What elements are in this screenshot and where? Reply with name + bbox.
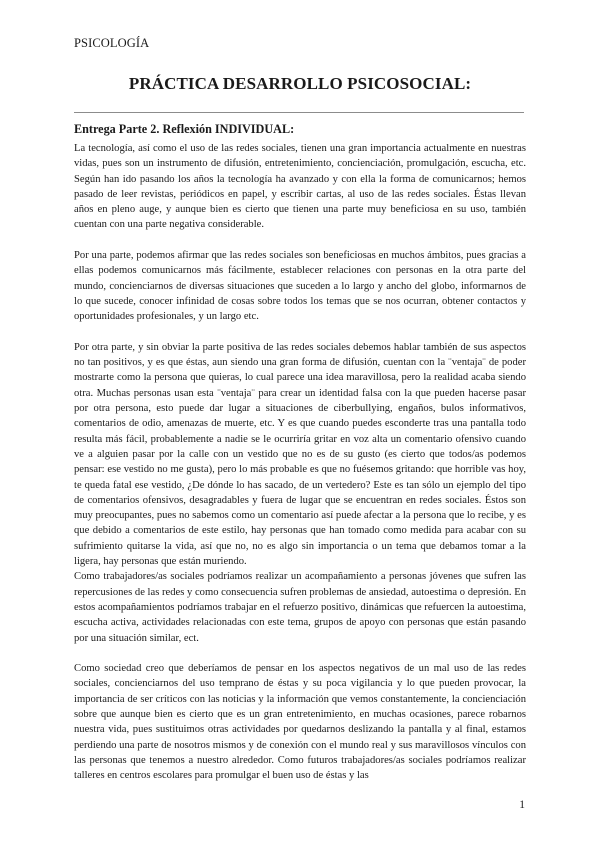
page-number: 1: [519, 799, 525, 811]
running-header: PSICOLOGÍA: [74, 36, 150, 50]
document-body: [74, 141, 526, 783]
paragraph-intro: La tecnología, así como el uso de las redes sociales, tienen una gran importancia actualmente en nuestras vidas, pues son un instrumento de difusión, entretenimiento, concienciación, promulgación, escucha, etc. Según han ido pasando los años la tecnología ha avanzado y con ella la forma de comunicarnos; hemos pasado de leer revistas, periódicos en papel, y escribir cartas, al uso de las redes sociales. Éstas llevan años en pleno auge, y aunque bien es cierto que tienen una parte muy beneficiosa en su uso, también cuentan con una parte negativa considerable.: [74, 143, 526, 231]
paragraph-negatives: Por otra parte, y sin obviar la parte positiva de las redes sociales debemos hablar también de sus aspectos no tan positivos, y es que éstas, aun siendo una gran forma de difusión, cuentan con la ¨ventaja¨ de poder mostrarte como la persona que quieras, lo cual parece una idea maravillosa, pero la realidad acaba siendo otra. Muchas personas usan esta ¨ventaja¨ para crear un identidad falsa con la que pueden hacerse pasar por otra persona, esto puede dar lugar a situaciones de ciberbullying, engaños, bulos informativos, comentarios de odio, amenazas de muerte, etc. Y es que cuando puedes esconderte tras una pantalla todo resulta más fácil, probablemente a nadie se le ocurriría gritar en voz alta un comentario ofensivo cuando ve a alguien pasar por la calle con un vestido que no es de su gusto (es cierto que todos/as podemos pensar: ese vestido no me gusta), pero lo más probable es que no fuésemos gritando: que horrible vas hoy, te queda fatal ese vestido, ¿De dónde lo has sacado, de un vertedero? Este es tan sólo un ejemplo del tipo de comentarios ofensivos, desagradables y fuera de lugar que se encuentran en redes sociales. Éstos son muy preocupantes, pues no sabemos como un comentario así puede afectar a la persona que lo recibe, y es que debido a comentarios de este estilo, hay personas que han tomado como medida para acabar con su sufrimiento quitarse la vida, así que no, no es algo sin importancia o un tema que debamos tomar a la ligera, hay personas que están muriendo.: [74, 341, 526, 568]
section-heading: Entrega Parte 2. Reflexión INDIVIDUAL:: [74, 122, 295, 136]
paragraph-society: Como sociedad creo que deberíamos de pensar en los aspectos negativos de un mal uso de las redes sociales, concienciarnos del uso temprano de éstas y su poca vigilancia y lo que pueden provocar, la importancia de ser críticos con las noticias y la información que vemos constantemente, la concienciación sobre que aunque bien es cierto que es un gran entretenimiento, en muchas ocasiones, parece robarnos nuestra vida, pues sustituimos otras actividades por quedarnos deslizando la pantalla y al final, estamos perdiendo una parte de nosotros mismos y de conexión con el mundo real y sus maravillosos vínculos con las personas que tenemos a nuestro alrededor. Como futuros trabajadores/as sociales podríamos realizar talleres en centros escolares para promulgar el buen uso de éstas y las: [74, 663, 526, 782]
paragraph-benefits: Por una parte, podemos afirmar que las redes sociales son beneficiosas en muchos ámbitos, pues gracias a ellas podemos comunicarnos más fácilmente, establecer relaciones con personas en la otra parte del mundo, concienciarnos de diversas situaciones que suceden a lo largo y ancho del globo, informarnos de lo que sucede, conocer infinidad de cosas sobre todos los temas que se nos ocurran, obtener contactos y oportunidades profesionales, y un largo etc.: [74, 250, 526, 323]
title-divider: [74, 112, 524, 113]
document-title: PRÁCTICA DESARROLLO PSICOSOCIAL:: [128, 74, 472, 93]
paragraph-social-work: Como trabajadores/as sociales podríamos realizar un acompañamiento a personas jóvenes que sufren las repercusiones de las redes y como consecuencia sufren problemas de ansiedad, autoestima o depresión. En estos acompañamientos podríamos trabajar en el refuerzo positivo, dinámicas que refuercen la autoestima, escucha activa, actividades relacionadas con este tema, grupos de apoyo con personas que están pasando por una situación similar, ect.: [74, 571, 526, 644]
